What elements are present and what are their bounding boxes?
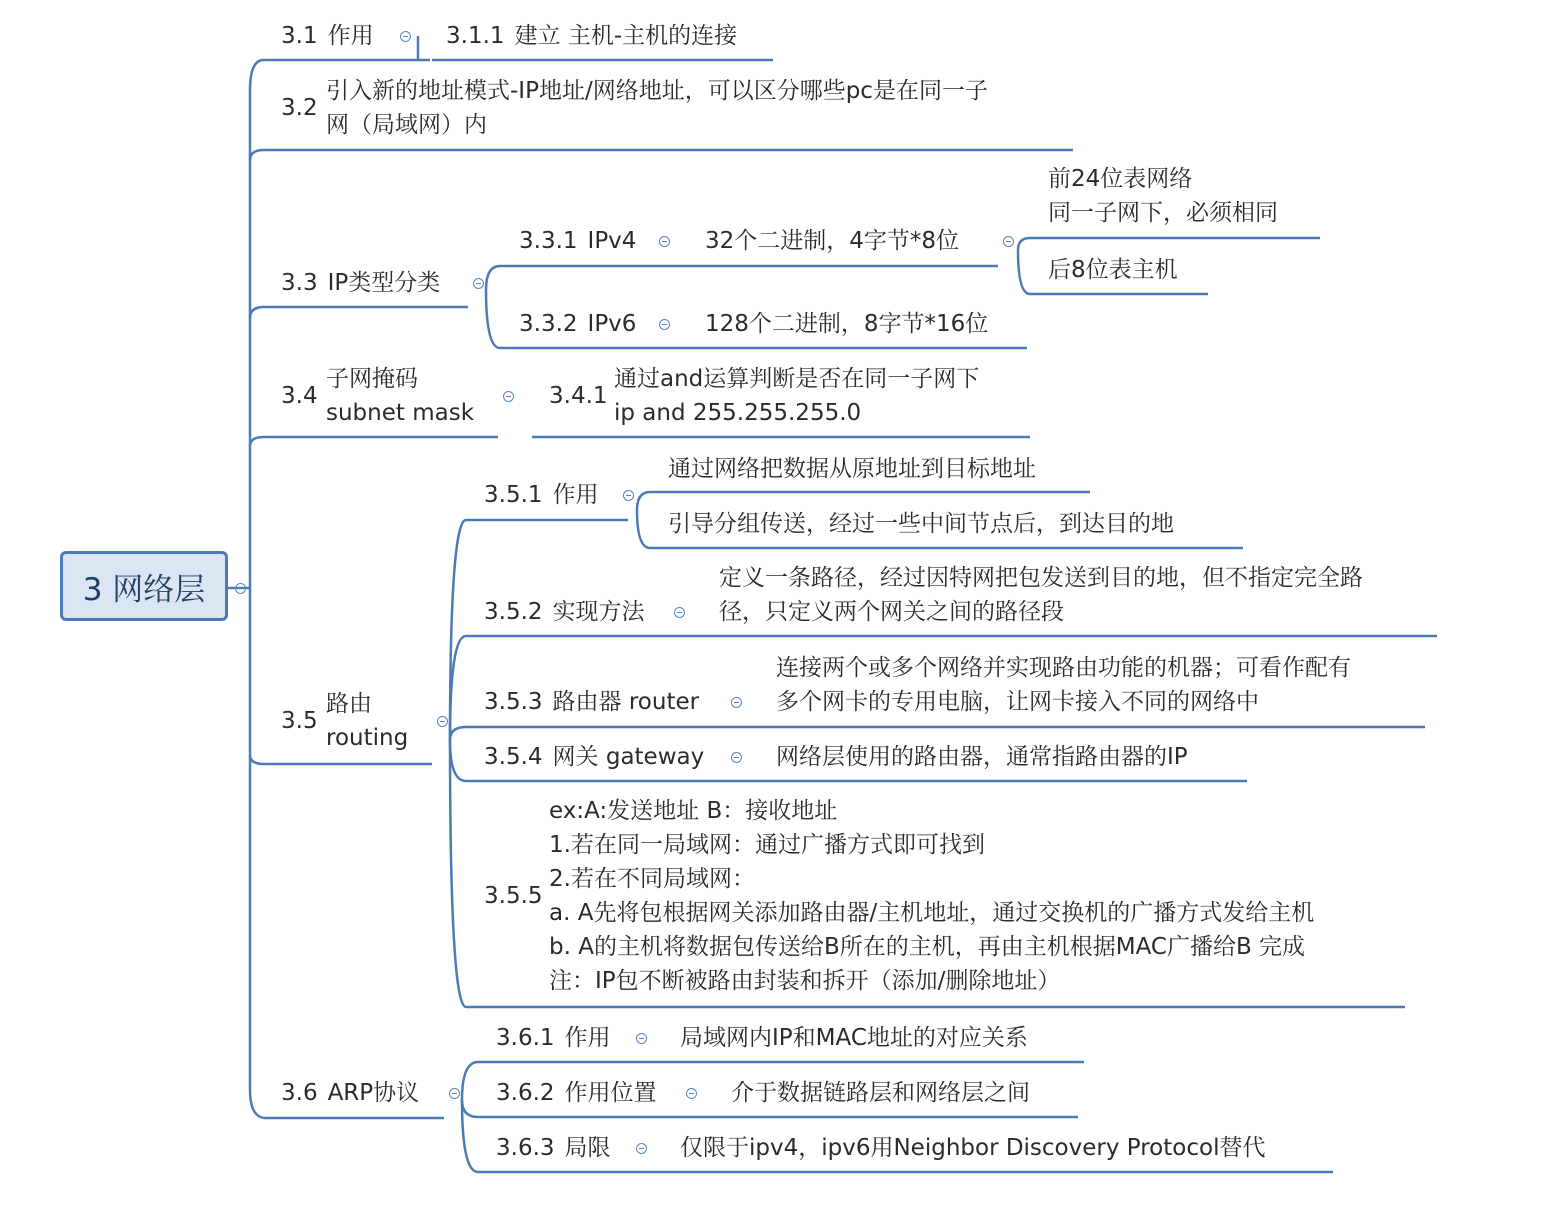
topic-line: ex:A:发送地址 B：接收地址 bbox=[549, 798, 838, 824]
collapse-toggle-icon[interactable] bbox=[400, 31, 411, 42]
topic-3-3-1-detail[interactable]: 32个二进制，4字节*8位 bbox=[705, 228, 960, 254]
topic-label: 作用 bbox=[552, 482, 599, 508]
topic-line: 通过and运算判断是否在同一子网下 bbox=[614, 366, 980, 392]
topic-number: 3.1.1 bbox=[446, 23, 505, 49]
topic-number: 3.6.2 bbox=[496, 1080, 555, 1106]
collapse-toggle-icon[interactable] bbox=[636, 1143, 647, 1154]
topic-3-3-2-detail[interactable]: 128个二进制，8字节*16位 bbox=[705, 311, 989, 337]
topic-line: 1.若在同一局域网：通过广播方式即可找到 bbox=[549, 832, 985, 858]
topic-line: 子网掩码 bbox=[326, 366, 418, 392]
topic-3-1-1[interactable] bbox=[446, 19, 737, 53]
collapse-toggle-icon[interactable] bbox=[731, 697, 742, 708]
topic-3-5-4[interactable] bbox=[484, 740, 704, 774]
topic-line: b. A的主机将数据包传送给B所在的主机，再由主机根据MAC广播给B 完成 bbox=[549, 934, 1306, 960]
topic-label: 路由器 router bbox=[552, 689, 700, 715]
topic-line: routing bbox=[326, 725, 409, 751]
topic-3-1[interactable] bbox=[281, 19, 374, 53]
topic-3-4-number: 3.4 bbox=[281, 383, 318, 409]
topic-3-5-1-item-2[interactable]: 引导分组传送，经过一些中间节点后，到达目的地 bbox=[668, 511, 1174, 537]
topic-label: IP类型分类 bbox=[327, 270, 441, 296]
topic-ipv4-host-bits[interactable]: 后8位表主机 bbox=[1048, 257, 1178, 283]
topic-line: 网（局域网）内 bbox=[326, 112, 487, 138]
topic-label: 作用 bbox=[327, 23, 374, 49]
root-topic[interactable] bbox=[60, 551, 228, 621]
topic-3-3-2[interactable] bbox=[519, 307, 636, 341]
topic-line: 2.若在不同局域网： bbox=[549, 866, 755, 892]
collapse-toggle-icon[interactable] bbox=[473, 278, 484, 289]
collapse-toggle-icon[interactable] bbox=[659, 236, 670, 247]
topic-3-6-3-detail[interactable]: 仅限于ipv4，ipv6用Neighbor Discovery Protocol替代 bbox=[680, 1135, 1266, 1161]
topic-3-2[interactable] bbox=[326, 74, 988, 142]
topic-number: 3.5.2 bbox=[484, 599, 543, 625]
collapse-toggle-icon[interactable] bbox=[1003, 236, 1014, 247]
topic-3-5-number: 3.5 bbox=[281, 708, 318, 734]
topic-line: 引入新的地址模式-IP地址/网络地址，可以区分哪些pc是在同一子 bbox=[326, 78, 988, 104]
topic-number: 3.6.1 bbox=[496, 1025, 555, 1051]
collapse-toggle-icon[interactable] bbox=[449, 1088, 460, 1099]
collapse-toggle-icon[interactable] bbox=[731, 752, 742, 763]
topic-3-5-5-number: 3.5.5 bbox=[484, 883, 543, 909]
topic-3-6-1-detail[interactable]: 局域网内IP和MAC地址的对应关系 bbox=[680, 1025, 1028, 1051]
topic-number: 3.3.2 bbox=[519, 311, 578, 337]
topic-3-4-1[interactable] bbox=[614, 362, 979, 430]
topic-number: 3.5.1 bbox=[484, 482, 543, 508]
topic-3-5-5[interactable] bbox=[549, 794, 1314, 998]
topic-line: 路由 bbox=[326, 691, 372, 717]
collapse-toggle-icon[interactable] bbox=[659, 319, 670, 330]
topic-3-3-1[interactable] bbox=[519, 224, 636, 258]
topic-line: 连接两个或多个网络并实现路由功能的机器；可看作配有 bbox=[776, 655, 1351, 681]
topic-3-5-2-detail[interactable] bbox=[719, 561, 1363, 629]
topic-number: 3.6.3 bbox=[496, 1135, 555, 1161]
topic-line: 定义一条路径，经过因特网把包发送到目的地，但不指定完全路 bbox=[719, 565, 1363, 591]
topic-number: 3.6 bbox=[281, 1080, 318, 1106]
topic-3-6-1[interactable] bbox=[496, 1021, 611, 1055]
root-label: 3 网络层 bbox=[82, 571, 206, 608]
topic-line: 注：IP包不断被路由封装和拆开（添加/删除地址） bbox=[549, 968, 1061, 994]
topic-label: 实现方法 bbox=[552, 599, 645, 625]
topic-3-6[interactable] bbox=[281, 1076, 419, 1110]
topic-line: 径，只定义两个网关之间的路径段 bbox=[719, 599, 1064, 625]
topic-ipv4-network-bits[interactable] bbox=[1048, 162, 1278, 230]
topic-number: 3.3 bbox=[281, 270, 318, 296]
topic-3-5-1[interactable] bbox=[484, 478, 599, 512]
collapse-toggle-icon[interactable] bbox=[437, 716, 448, 727]
topic-3-6-3[interactable] bbox=[496, 1131, 611, 1165]
topic-3-4-1-number: 3.4.1 bbox=[549, 383, 608, 409]
topic-3-5-3-detail[interactable] bbox=[776, 651, 1351, 719]
topic-label: 建立 主机-主机的连接 bbox=[514, 23, 738, 49]
topic-number: 3.5.4 bbox=[484, 744, 543, 770]
topic-label: IPv6 bbox=[587, 311, 637, 337]
topic-3-5[interactable] bbox=[326, 687, 408, 755]
topic-label: ARP协议 bbox=[327, 1080, 420, 1106]
collapse-toggle-icon[interactable] bbox=[623, 490, 634, 501]
topic-label: 网关 gateway bbox=[552, 744, 705, 770]
topic-number: 3.1 bbox=[281, 23, 318, 49]
collapse-toggle-icon[interactable] bbox=[686, 1088, 697, 1099]
topic-label: IPv4 bbox=[587, 228, 637, 254]
collapse-toggle-icon[interactable] bbox=[674, 607, 685, 618]
topic-3-5-2[interactable] bbox=[484, 595, 645, 629]
topic-3-6-2-detail[interactable]: 介于数据链路层和网络层之间 bbox=[731, 1080, 1030, 1106]
topic-line: 前24位表网络 bbox=[1048, 166, 1193, 192]
topic-line: ip and 255.255.255.0 bbox=[614, 400, 862, 426]
topic-line: 多个网卡的专用电脑，让网卡接入不同的网络中 bbox=[776, 689, 1259, 715]
collapse-toggle-icon[interactable] bbox=[235, 583, 246, 594]
topic-label: 作用 bbox=[564, 1025, 611, 1051]
collapse-toggle-icon[interactable] bbox=[636, 1033, 647, 1044]
collapse-toggle-icon[interactable] bbox=[503, 391, 514, 402]
topic-3-3[interactable] bbox=[281, 266, 440, 300]
topic-number: 3.3.1 bbox=[519, 228, 578, 254]
topic-line: a. A先将包根据网关添加路由器/主机地址，通过交换机的广播方式发给主机 bbox=[549, 900, 1315, 926]
topic-label: 作用位置 bbox=[564, 1080, 657, 1106]
topic-3-5-3[interactable] bbox=[484, 685, 699, 719]
topic-3-5-4-detail[interactable]: 网络层使用的路由器，通常指路由器的IP bbox=[776, 744, 1188, 770]
topic-line: 同一子网下，必须相同 bbox=[1048, 200, 1278, 226]
topic-3-4[interactable] bbox=[326, 362, 474, 430]
topic-line: subnet mask bbox=[326, 400, 475, 426]
topic-label: 局限 bbox=[564, 1135, 611, 1161]
topic-3-6-2[interactable] bbox=[496, 1076, 657, 1110]
topic-3-2-number: 3.2 bbox=[281, 95, 318, 121]
topic-3-5-1-item-1[interactable]: 通过网络把数据从原地址到目标地址 bbox=[668, 456, 1036, 482]
topic-number: 3.5.3 bbox=[484, 689, 543, 715]
